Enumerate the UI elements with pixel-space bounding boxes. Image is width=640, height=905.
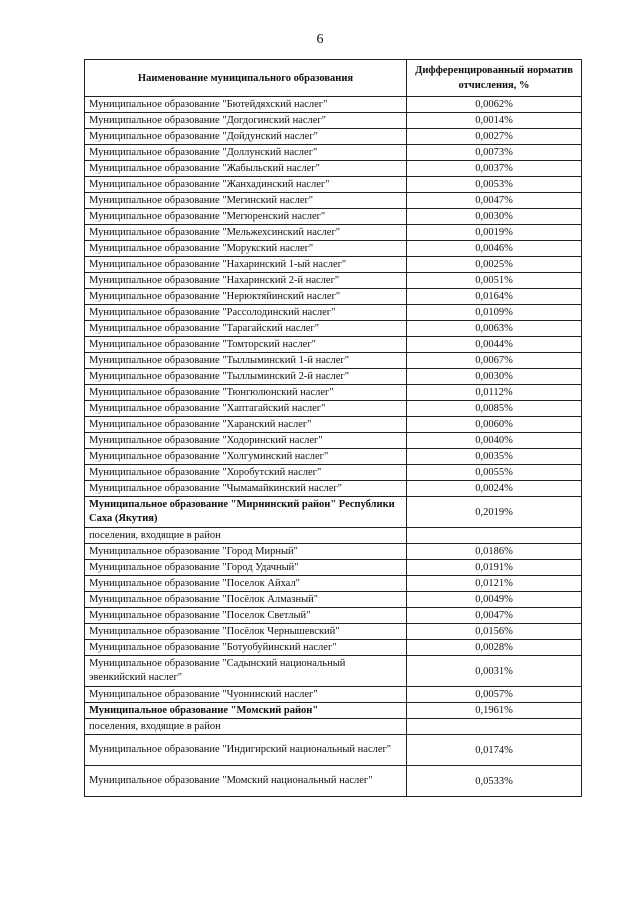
municipality-name: Муниципальное образование "Город Удачный": [85, 560, 407, 576]
norm-value: [407, 528, 582, 544]
municipality-name: Муниципальное образование "Нахаринский 1-ый наслег": [85, 257, 407, 273]
table-row: [85, 177, 582, 193]
table-row: [85, 321, 582, 337]
municipality-name: Муниципальное образование "Садынский национальный эвенкийский наслег": [85, 656, 407, 687]
norm-value: 0,0062%: [407, 97, 582, 113]
municipality-name: Муниципальное образование "Чымамайкинский наслег": [85, 481, 407, 497]
header-norm: Дифференцированный норматив отчисления, %: [407, 60, 582, 97]
municipality-name: Муниципальное образование "Томторский наслег": [85, 337, 407, 353]
table-row: [85, 241, 582, 257]
norm-value: 0,0014%: [407, 113, 582, 129]
table-row: [85, 193, 582, 209]
table-row: [85, 640, 582, 656]
table-row: [85, 385, 582, 401]
norm-value: 0,0191%: [407, 560, 582, 576]
municipality-name: Муниципальное образование "Мегюренский наслег": [85, 209, 407, 225]
page-number: 6: [316, 32, 324, 47]
norm-value: 0,0073%: [407, 145, 582, 161]
norm-value: 0,0055%: [407, 465, 582, 481]
table-row: [85, 528, 582, 544]
municipality-name: Муниципальное образование "Посёлок Чернышевский": [85, 624, 407, 640]
norm-value: 0,0046%: [407, 241, 582, 257]
table-row: [85, 766, 582, 797]
norm-value: [407, 719, 582, 735]
table-row: [85, 369, 582, 385]
table-row: [85, 481, 582, 497]
norm-value: 0,0027%: [407, 129, 582, 145]
municipality-name: Муниципальное образование "Морукский наслег": [85, 241, 407, 257]
table-row: [85, 687, 582, 703]
municipality-name: Муниципальное образование "Момский национальный наслег": [85, 766, 407, 797]
municipality-name: Муниципальное образование "Мельжехсинский наслег": [85, 225, 407, 241]
table-row: [85, 576, 582, 592]
municipality-name: Муниципальное образование "Поселок Айхал": [85, 576, 407, 592]
norm-value: 0,0156%: [407, 624, 582, 640]
norm-value: 0,0019%: [407, 225, 582, 241]
norm-value: 0,0112%: [407, 385, 582, 401]
municipality-name: Муниципальное образование "Индигирский национальный наслег": [85, 735, 407, 766]
table-row: [85, 305, 582, 321]
municipality-name: Муниципальное образование "Чуонинский наслег": [85, 687, 407, 703]
municipality-name: Муниципальное образование "Ходоринский наслег": [85, 433, 407, 449]
municipality-name: Муниципальное образование "Харанский наслег": [85, 417, 407, 433]
norm-value: 0,0047%: [407, 193, 582, 209]
municipality-name: Муниципальное образование "Нахаринский 2-й наслег": [85, 273, 407, 289]
municipality-name: Муниципальное образование "Хаптагайский наслег": [85, 401, 407, 417]
table-row: [85, 624, 582, 640]
municipality-name: Муниципальное образование "Жанхадинский наслег": [85, 177, 407, 193]
norm-value: 0,0121%: [407, 576, 582, 592]
table-row: [85, 608, 582, 624]
municipality-name: Муниципальное образование "Нерюктяйинский наслег": [85, 289, 407, 305]
municipality-name: Муниципальное образование "Поселок Светлый": [85, 608, 407, 624]
norm-value: 0,0047%: [407, 608, 582, 624]
norm-value: 0,0051%: [407, 273, 582, 289]
municipality-name: Муниципальное образование "Мегинский наслег": [85, 193, 407, 209]
table-row: [85, 145, 582, 161]
norm-value: 0,0031%: [407, 656, 582, 687]
table-row: [85, 497, 582, 528]
norm-value: 0,0057%: [407, 687, 582, 703]
norm-value: 0,2019%: [407, 497, 582, 528]
norm-value: 0,0024%: [407, 481, 582, 497]
norm-value: 0,0037%: [407, 161, 582, 177]
norm-value: 0,0060%: [407, 417, 582, 433]
municipality-name: Муниципальное образование "Дойдунский наслег": [85, 129, 407, 145]
table-row: [85, 401, 582, 417]
table-row: [85, 209, 582, 225]
municipality-name: поселения, входящие в район: [85, 528, 407, 544]
norms-table: [84, 59, 582, 797]
municipality-name: Муниципальное образование "Мирнинский район" Республики Саха (Якутия): [85, 497, 407, 528]
table-row: [85, 337, 582, 353]
table-row: [85, 353, 582, 369]
norm-value: 0,0035%: [407, 449, 582, 465]
norm-value: 0,0174%: [407, 735, 582, 766]
norm-value: 0,0030%: [407, 369, 582, 385]
norm-value: 0,0025%: [407, 257, 582, 273]
municipality-name: Муниципальное образование "Рассолодинский наслег": [85, 305, 407, 321]
norm-value: 0,0049%: [407, 592, 582, 608]
table-row: [85, 433, 582, 449]
norm-value: 0,0040%: [407, 433, 582, 449]
table-row: [85, 735, 582, 766]
municipality-name: Муниципальное образование "Тюнгюлюнский наслег": [85, 385, 407, 401]
table-row: [85, 257, 582, 273]
norm-value: 0,0044%: [407, 337, 582, 353]
table-header-row: [85, 60, 582, 97]
table-row: [85, 273, 582, 289]
municipality-name: поселения, входящие в район: [85, 719, 407, 735]
municipality-name: Муниципальное образование "Догдогинский наслег": [85, 113, 407, 129]
municipality-name: Муниципальное образование "Хоробутский наслег": [85, 465, 407, 481]
table-row: [85, 97, 582, 113]
norm-value: 0,0186%: [407, 544, 582, 560]
table-row: [85, 544, 582, 560]
table-row: [85, 417, 582, 433]
norm-value: 0,0109%: [407, 305, 582, 321]
table-row: [85, 113, 582, 129]
table-row: [85, 656, 582, 687]
table-row: [85, 129, 582, 145]
municipality-name: Муниципальное образование "Тыллыминский 1-й наслег": [85, 353, 407, 369]
norm-value: 0,0164%: [407, 289, 582, 305]
table-row: [85, 161, 582, 177]
table-row: [85, 592, 582, 608]
municipality-name: Муниципальное образование "Холгуминский наслег": [85, 449, 407, 465]
municipality-name: Муниципальное образование "Тыллыминский 2-й наслег": [85, 369, 407, 385]
municipality-name: Муниципальное образование "Посёлок Алмазный": [85, 592, 407, 608]
municipality-name: Муниципальное образование "Бютейдяхский наслег": [85, 97, 407, 113]
norm-value: 0,0533%: [407, 766, 582, 797]
norm-value: 0,0028%: [407, 640, 582, 656]
municipality-name: Муниципальное образование "Жабыльский наслег": [85, 161, 407, 177]
table-row: [85, 560, 582, 576]
table-row: [85, 703, 582, 719]
municipality-name: Муниципальное образование "Момский район": [85, 703, 407, 719]
table-row: [85, 465, 582, 481]
municipality-name: Муниципальное образование "Доллунский наслег": [85, 145, 407, 161]
norm-value: 0,0053%: [407, 177, 582, 193]
municipality-name: Муниципальное образование "Ботуобуйинский наслег": [85, 640, 407, 656]
norm-value: 0,0067%: [407, 353, 582, 369]
table-row: [85, 225, 582, 241]
table-row: [85, 719, 582, 735]
table-body: [85, 97, 582, 797]
norm-value: 0,0030%: [407, 209, 582, 225]
norm-value: 0,1961%: [407, 703, 582, 719]
header-name: Наименование муниципального образования: [85, 60, 407, 97]
municipality-name: Муниципальное образование "Город Мирный": [85, 544, 407, 560]
norm-value: 0,0085%: [407, 401, 582, 417]
norm-value: 0,0063%: [407, 321, 582, 337]
table-row: [85, 289, 582, 305]
table-row: [85, 449, 582, 465]
municipality-name: Муниципальное образование "Тарагайский наслег": [85, 321, 407, 337]
